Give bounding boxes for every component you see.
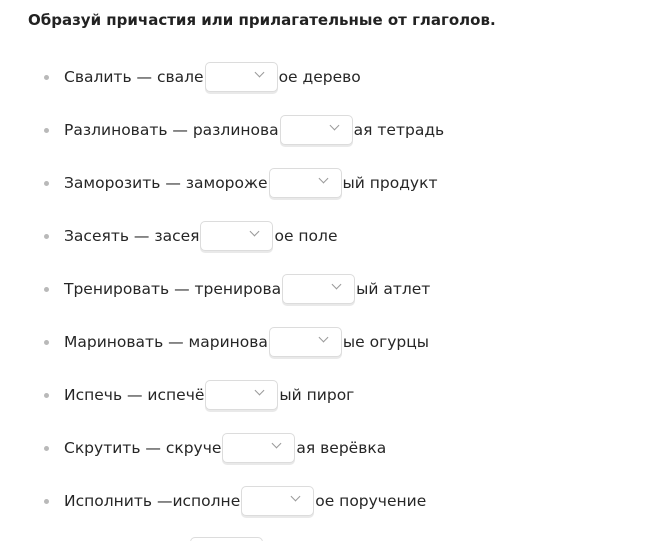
word-stem: Мариновать — маринова bbox=[64, 333, 268, 351]
word-ending: ое дерево bbox=[278, 68, 361, 86]
bullet-dot bbox=[44, 128, 49, 133]
bullet-dot bbox=[44, 393, 49, 398]
sentence bbox=[64, 219, 337, 253]
chevron-down-icon bbox=[332, 280, 342, 290]
chevron-down-icon bbox=[255, 386, 265, 396]
sentence bbox=[64, 325, 429, 359]
sentence bbox=[64, 484, 426, 518]
chevron-down-icon bbox=[272, 439, 282, 449]
word-ending: ая тетрадь bbox=[353, 121, 445, 139]
answer-dropdown[interactable] bbox=[205, 380, 278, 410]
bullet-dot bbox=[44, 234, 49, 239]
bullet-dot bbox=[44, 340, 49, 345]
bullet-dot bbox=[44, 446, 49, 451]
sentence bbox=[64, 166, 438, 200]
answer-dropdown[interactable] bbox=[200, 221, 273, 251]
word-stem: Заморозить — замороже bbox=[64, 174, 268, 192]
chevron-down-icon bbox=[254, 68, 264, 78]
word-ending: ый атлет bbox=[356, 280, 431, 298]
word-ending: ое поручение bbox=[315, 492, 427, 510]
bullet-dot bbox=[44, 287, 49, 292]
word-stem: Скрутить — скруче bbox=[64, 439, 222, 457]
word-ending: ое поле bbox=[274, 227, 338, 245]
word-stem: Исполнить —исполне bbox=[64, 492, 241, 510]
sentence bbox=[64, 378, 354, 412]
bullet-dot bbox=[44, 75, 49, 80]
answer-dropdown[interactable] bbox=[280, 115, 353, 145]
sentence bbox=[64, 272, 430, 306]
word-stem: Свалить — свале bbox=[64, 68, 204, 86]
word-ending: ая верёвка bbox=[296, 439, 387, 457]
word-stem: Разлиновать — разлинова bbox=[64, 121, 279, 139]
sentence bbox=[64, 431, 386, 465]
bullet-dot bbox=[44, 499, 49, 504]
chevron-down-icon bbox=[250, 227, 260, 237]
word-stem: Засеять — засея bbox=[64, 227, 200, 245]
answer-dropdown[interactable] bbox=[282, 274, 355, 304]
chevron-down-icon bbox=[318, 333, 328, 343]
word-ending: ый продукт bbox=[342, 174, 438, 192]
answer-dropdown[interactable] bbox=[269, 327, 342, 357]
word-ending: ые огурцы bbox=[342, 333, 430, 351]
word-stem: Тренировать — тренирова bbox=[64, 280, 282, 298]
sentence bbox=[64, 113, 444, 147]
chevron-down-icon bbox=[329, 121, 339, 131]
chevron-down-icon bbox=[291, 492, 301, 502]
answer-dropdown[interactable] bbox=[269, 168, 342, 198]
chevron-down-icon bbox=[318, 174, 328, 184]
word-ending: ый пирог bbox=[279, 386, 355, 404]
word-stem: Испечь — испечё bbox=[64, 386, 205, 404]
bullet-dot bbox=[44, 181, 49, 186]
sentence bbox=[64, 60, 361, 94]
answer-dropdown[interactable] bbox=[205, 62, 278, 92]
answer-dropdown[interactable] bbox=[241, 486, 314, 516]
answer-dropdown[interactable] bbox=[222, 433, 295, 463]
answer-dropdown-partial[interactable] bbox=[190, 537, 263, 541]
page-title: Образуй причастия или прилагательные от глаголов. bbox=[28, 11, 496, 29]
